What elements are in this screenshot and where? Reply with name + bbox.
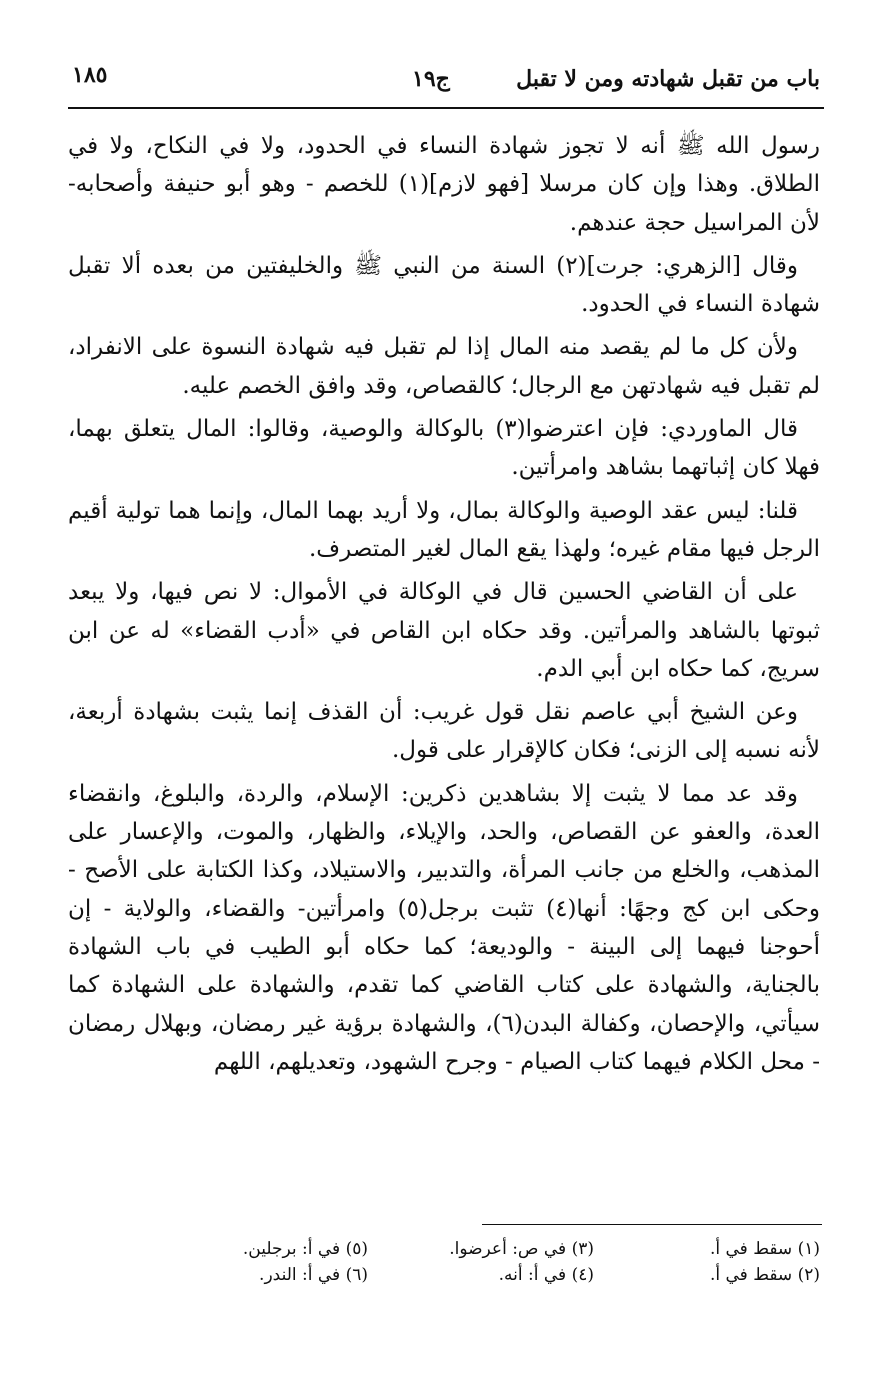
footnote-divider — [482, 1224, 822, 1225]
header-divider — [68, 107, 824, 109]
footnote: (٦) في أ: الندر. — [259, 1265, 368, 1285]
footnote-row — [140, 1236, 820, 1262]
paragraph: ولأن كل ما لم يقصد منه المال إذا لم تقبل فيه شهادة النسوة على الانفراد، لم تقبل فيه شهادتهن مع الرجال؛ كالقصاص، وقد وافق الخصم عليه. — [68, 334, 820, 399]
paragraph: وقال [الزهري: جرت](٢) السنة من النبي ﷺ والخليفتين من بعده ألا تقبل شهادة النساء في الحدود. — [68, 252, 820, 318]
paragraph: وقد عد مما لا يثبت إلا بشاهدين ذكرين: الإسلام، والردة، والبلوغ، وانقضاء العدة، والعفو عن القصاص، والحد، والإيلاء، والظهار، والموت، والإعسار على المذهب، والخلع من جانب المرأة، والتدبير، والاستيلاد، وكذا الكتابة على الأصح - وحكى ابن كج وجهًا: أنها(٤) تثبت برجل(٥) وامرأتين- والقضاء، والولاية - إن أحوجنا فيهما إلى البينة - والوديعة؛ كما حكاه أبو الطيب في باب الشهادة بالجناية، والشهادة على كتاب القاضي كما تقدم، والشهادة على الشهادة كما سيأتي، والإحصان، وكفالة البدن(٦)، والشهادة برؤية غير رمضان، وبهلال رمضان - محل الكلام فيهما كتاب الصيام - وجرح الشهود، وتعديلهم، اللهم — [68, 780, 820, 1075]
footnote: (٥) في أ: برجلين. — [242, 1239, 368, 1259]
footnote: (٤) في أ: أنه. — [498, 1265, 594, 1285]
page-number: ١٨٥ — [72, 62, 108, 88]
chapter-title: باب من تقبل شهادته ومن لا تقبل — [516, 66, 820, 92]
footnote: (٣) في ص: أعرضوا. — [449, 1239, 594, 1259]
paragraph: على أن القاضي الحسين قال في الوكالة في الأموال: لا نص فيها، ولا يبعد ثبوتها بالشاهد والمرأتين. وقد حكاه ابن القاص في «أدب القضاء» له عن ابن سريج، كما حكاه ابن أبي الدم. — [68, 579, 820, 682]
footnote-row — [140, 1262, 820, 1288]
paragraph: وعن الشيخ أبي عاصم نقل قول غريب: أن القذف إنما يثبت بشهادة أربعة، لأنه نسبه إلى الزنى؛ فكان كالإقرار على قول. — [68, 699, 820, 764]
paragraph: رسول الله ﷺ أنه لا تجوز شهادة النساء في الحدود، ولا في النكاح، ولا في الطلاق. وهذا وإن كان مرسلا [فهو لازم](١) للخصم - وهو أبو حنيفة وأصحابه- لأن المراسيل حجة عندهم. — [68, 133, 820, 236]
volume-number: ج١٩ — [412, 66, 450, 92]
paragraph: قلنا: ليس عقد الوصية والوكالة بمال، ولا أريد بهما المال، وإنما هما تولية أقيم الرجل فيها مقام غيره؛ ولهذا يقع المال لغير المتصرف. — [68, 497, 820, 562]
footnote: (٢) سقط في أ. — [709, 1265, 820, 1285]
paragraph: قال الماوردي: فإن اعترضوا(٣) بالوكالة والوصية، وقالوا: المال يتعلق بهما، فهلا كان إثباتهما بشاهد وامرأتين. — [68, 416, 820, 481]
footnote: (١) سقط في أ. — [709, 1239, 820, 1259]
running-header — [72, 62, 820, 102]
body-text — [68, 127, 820, 1086]
footnotes — [140, 1236, 820, 1288]
